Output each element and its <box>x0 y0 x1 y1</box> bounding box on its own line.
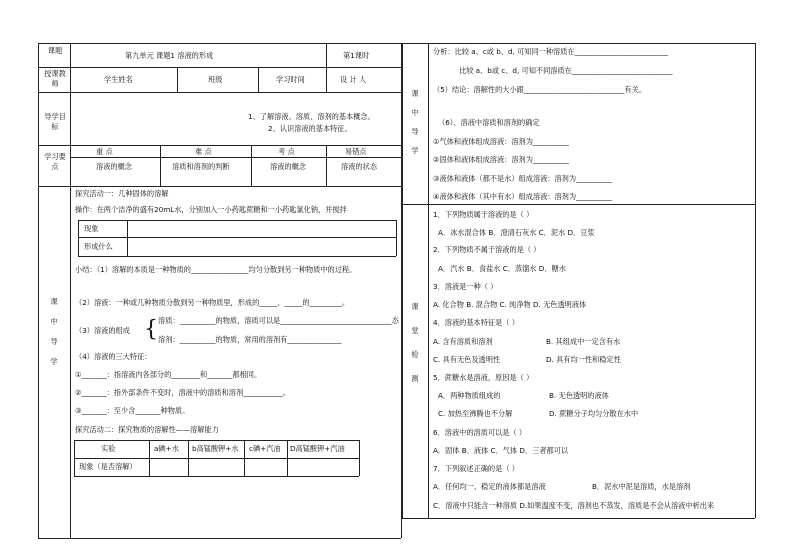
brace-icon: { <box>144 317 158 342</box>
exp-header-4: D高锰酸钾+汽油 <box>290 444 345 453</box>
goals-label: 导学目标 <box>44 112 66 131</box>
rule-solid-liquid: ②固体和液体组成溶液：溶剂为__________ <box>433 155 569 164</box>
kp-header-1: 重 点 <box>96 147 113 156</box>
rule-liquid-liquid: ③液体和液体（都不是水）组成溶液：溶剂为__________ <box>433 174 612 183</box>
goal-1: 1、了解溶液、溶质、溶剂的基本概念。 <box>248 112 375 121</box>
designer-label: 设 计 人 <box>340 75 367 84</box>
composition-label: （3）溶液的组成 <box>75 326 130 335</box>
feature-3: ③_______：至少含_______种物质。 <box>75 406 190 415</box>
question-3-options: A. 化合物 B. 混合物 C. 纯净物 D. 无色透明液体 <box>433 300 587 309</box>
table-row-forms: 形成什么 <box>84 242 113 251</box>
question-4-a: A. 含有溶质和溶剂 <box>433 337 493 346</box>
conclusion: （5）结论：溶解性的大小跟____________________________有关。 <box>433 85 647 94</box>
rule-liquid-water: ④液体和液体（其中有水）组成溶液：溶剂为__________ <box>433 192 612 201</box>
teacher-label: 授课教师 <box>44 69 66 88</box>
question-3: 3．溶液是一种（ ） <box>433 282 498 291</box>
kp-header-3: 考 点 <box>278 147 295 156</box>
question-4-c: C. 具有无色及透明性 <box>433 355 501 364</box>
question-4: 4．溶液的基本特征是（ ） <box>433 318 519 327</box>
question-5-b: B. 无色透明的液体 <box>549 391 609 400</box>
goal-2: 2、认识溶液的基本特征。 <box>268 124 352 133</box>
study-time-label: 学习时间 <box>276 75 305 84</box>
class-label: 班级 <box>208 75 223 84</box>
question-7-b: B．泥水中泥是溶质，水是溶剂 <box>592 482 691 491</box>
exp-header-0: 实验 <box>101 444 116 453</box>
kp-header-2: 难 点 <box>195 147 212 156</box>
exp-header-3: c碘+汽油 <box>249 444 281 453</box>
solvent-line: 溶剂：__________的物质，常用的溶剂有_______________ <box>158 335 342 344</box>
analysis-1: 分析：比较 a、c或 b、d, 可知同一种溶质在__________________________ <box>433 47 669 56</box>
exp-row-label: 现象（是否溶解） <box>79 462 137 471</box>
question-5-a: A．两种物质组成的 <box>438 391 501 400</box>
question-2: 2．下列物质不属于溶液的是（ ） <box>433 245 541 254</box>
question-7-c: C．溶液中只能含一种溶质 D.如果温度不变，溶剂也不蒸发，溶质是不会从溶液中析出来 <box>433 501 715 510</box>
solute-line: 溶质：__________的物质，溶质可以是_______________________________态 <box>158 316 399 325</box>
summary-2: （2）溶液：一种或几种物质分散到另一种物质里，形成的_____、_____的_________。 <box>75 298 350 307</box>
kp-value-3: 溶液的概念 <box>270 162 306 171</box>
question-5-c: C. 加热至沸腾也不分解 <box>438 409 513 418</box>
question-7: 7．下列叙述正确的是（ ） <box>433 464 519 473</box>
feature-2: ②_______：指外部条件不变时，溶液中的溶质和溶剂___________。 <box>75 388 290 397</box>
keypoints-label: 学习要点 <box>44 152 66 171</box>
exp-header-2: b高锰酸钾+水 <box>192 444 239 453</box>
activity1-operation: 操作：在两个洁净的盛有20mL水，分别加入一小药匙蔗糖和一小药匙氯化钠，并搅拌 <box>75 205 347 214</box>
side-label-guide-right: 课中导学 <box>411 89 419 155</box>
question-7-a: A．任何均一、稳定的液体都是溶液 <box>433 482 546 491</box>
side-label-guide: 课中导学 <box>50 297 58 366</box>
question-4-d: D. 具有均一性和稳定性 <box>546 355 621 364</box>
determine-title: （6）、溶液中溶质和溶剂的确定 <box>438 118 540 127</box>
feature-1: ①_______：指溶液内各部分的________和_______都相同。 <box>75 370 262 379</box>
rule-gas-liquid: ①气体和液体组成溶液：溶剂为__________ <box>433 137 569 146</box>
question-5: 5．蔗糖水是溶液，原因是（ ） <box>433 373 534 382</box>
question-6-options: A．固体 B．液体 C．气体 D．三者都可以 <box>433 446 569 455</box>
question-6: 6．溶液中的溶质可以是（ ） <box>433 428 527 437</box>
kp-value-2: 溶质和溶剂的判断 <box>172 162 230 171</box>
table-row-phenomenon: 现象 <box>84 224 99 233</box>
kp-value-1: 溶液的概念 <box>96 162 132 171</box>
exp-header-1: a碘+水 <box>154 444 179 453</box>
features-title: （4）溶液的三大特征： <box>75 352 152 361</box>
activity1-title: 探究活动一：几种固体的溶解 <box>75 189 169 198</box>
side-label-check: 课堂检测 <box>411 302 419 383</box>
summary-1: 小结：（1）溶解的本质是一种物质的________________均匀分散到另一种物质中的过程。 <box>75 265 357 274</box>
activity2-title: 探究活动二：探究物质的溶解性——溶解能力 <box>75 425 219 434</box>
question-2-options: A．汽水 B．食盐水 C．蒸馏水 D．糖水 <box>438 264 566 273</box>
kp-value-4: 溶液的状态 <box>341 162 377 171</box>
unit-title: 第九单元 课题1 溶液的形成 <box>125 51 214 60</box>
period: 第1课时 <box>343 51 370 60</box>
analysis-2: 比较 a、b或 c、d, 可知不同溶质在____________________________ <box>459 66 673 75</box>
question-1: 1．下列物质属于溶液的是（ ） <box>433 210 534 219</box>
kp-header-4: 易错点 <box>345 147 367 156</box>
question-4-b: B. 其组成中一定含有水 <box>546 337 621 346</box>
topic-label: 课题 <box>47 46 63 55</box>
student-name-label: 学生姓名 <box>104 75 133 84</box>
question-1-options: A．冰水混合体 B．澄清石灰水 C．泥水 D．豆浆 <box>438 228 595 237</box>
question-5-d: D. 蔗糖分子均匀分散在水中 <box>549 409 639 418</box>
